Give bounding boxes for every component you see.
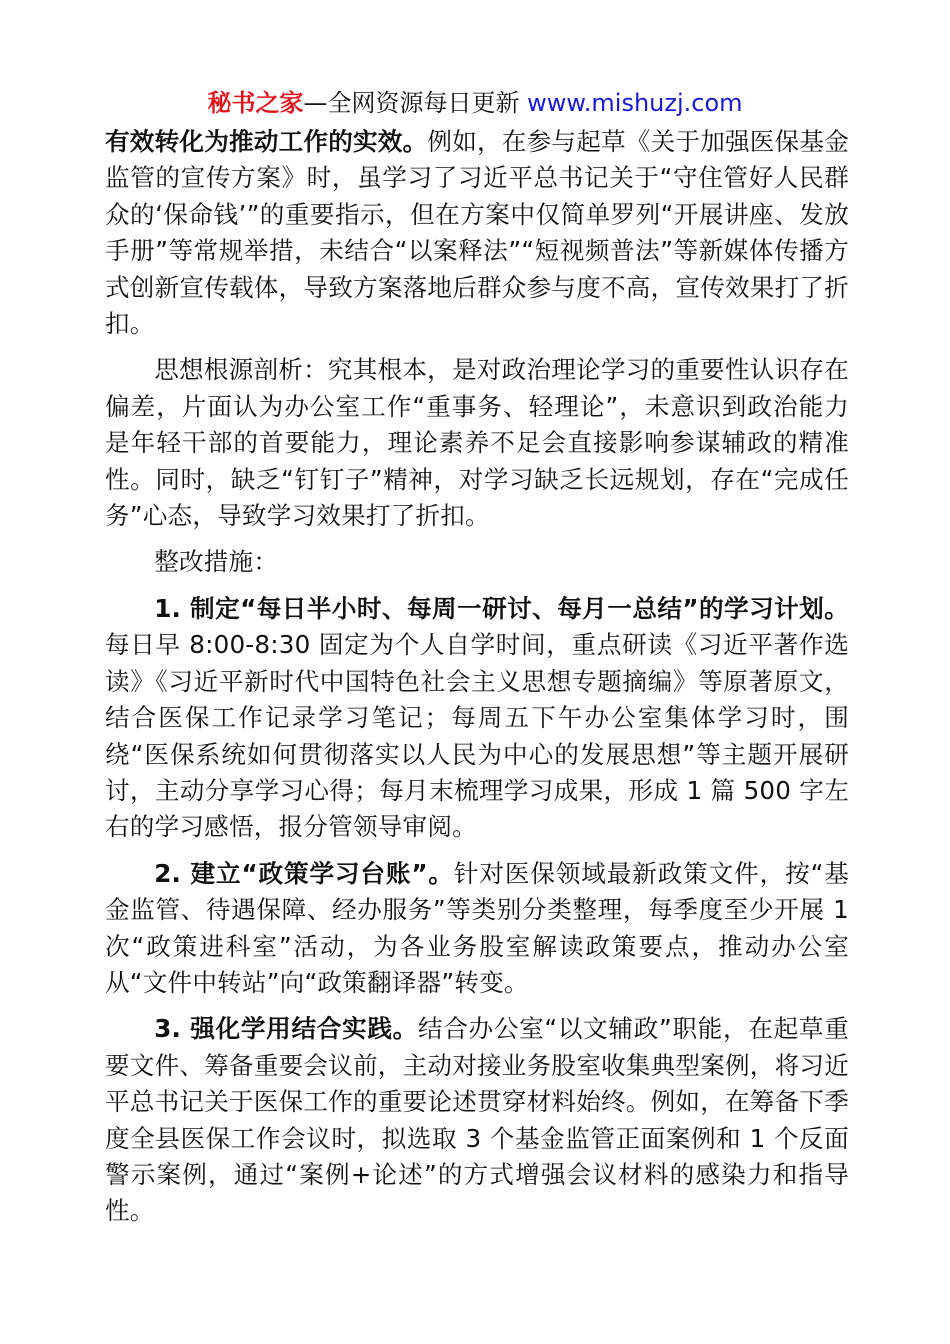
paragraph-text: 例如，在参与起草《关于加强医保基金监管的宣传方案》时，虽学习了习近平总书记关于“守住管好人民群众的‘保命钱’”的重要指示，但在方案中仅简单罗列“开展讲座、发放手册”等常规举措，未结合“以案释法”“短视频普法”等新媒体传播方式创新宣传载体，导致方案落地后群众参与度不高，宣传效果打了折扣。: [105, 127, 849, 339]
site-url-link[interactable]: www.mishuzj.com: [527, 89, 743, 117]
paragraph-lead: 3. 强化学用结合实践。: [154, 1014, 418, 1044]
paragraph-measure-2: [105, 856, 849, 1002]
paragraph-lead: 1. 制定“每日半小时、每周一研讨、每月一总结”的学习计划。: [154, 593, 849, 623]
paragraph-text: 每日早 8:00-8:30 固定为个人自学时间，重点研读《习近平著作选读》《习近平新时代中国特色社会主义思想专题摘编》等原著原文，结合医保工作记录学习笔记；每周五下午办公室集体学习时，围绕“医保系统如何贯彻落实以人民为中心的发展思想”等主题开展研讨，主动分享学习心得；每月末梳理学习成果，形成 1 篇 500 字左右的学习感悟，报分管领导审阅。: [105, 630, 850, 842]
site-brand: 秘书之家: [207, 89, 304, 117]
paragraph-measure-3: [105, 1011, 849, 1229]
paragraph-text: 针对医保领域最新政策文件，按“基金监管、待遇保障、经办服务”等类别分类整理，每季度至少开展 1 次“政策进科室”活动，为各业务股室解读政策要点，推动办公室从“文件中转站”向“政策翻译器”转变。: [105, 858, 849, 997]
site-tagline: —全网资源每日更新: [303, 89, 528, 117]
paragraph-text: 结合办公室“以文辅政”职能，在起草重要文件、筹备重要会议前，主动对接业务股室收集典型案例，将习近平总书记关于医保工作的重要论述贯穿材料始终。例如，在筹备下季度全县医保工作会议时，拟选取 3 个基金监管正面案例和 1 个反面警示案例，通过“案例+论述”的方式增强会议材料的感染力和指导性。: [105, 1014, 849, 1226]
paragraph-continuation: [105, 124, 849, 342]
paragraph-lead: 2. 建立“政策学习台账”。: [154, 858, 454, 888]
paragraph-text: 整改措施：: [154, 547, 279, 577]
paragraph-root-cause: [105, 352, 849, 534]
page-header: [0, 86, 950, 120]
paragraph-text: 思想根源剖析：究其根本，是对政治理论学习的重要性认识存在偏差，片面认为办公室工作“重事务、轻理论”，未意识到政治能力是年轻干部的首要能力，理论素养不足会直接影响参谋辅政的精准性。同时，缺乏“钉钉子”精神，对学习缺乏长远规划，存在“完成任务”心态，导致学习效果打了折扣。: [105, 355, 849, 531]
document-body: [105, 124, 849, 1240]
paragraph-measure-1: [105, 591, 849, 846]
paragraph-measures-heading: [105, 544, 849, 580]
paragraph-lead: 有效转化为推动工作的实效。: [105, 127, 428, 156]
